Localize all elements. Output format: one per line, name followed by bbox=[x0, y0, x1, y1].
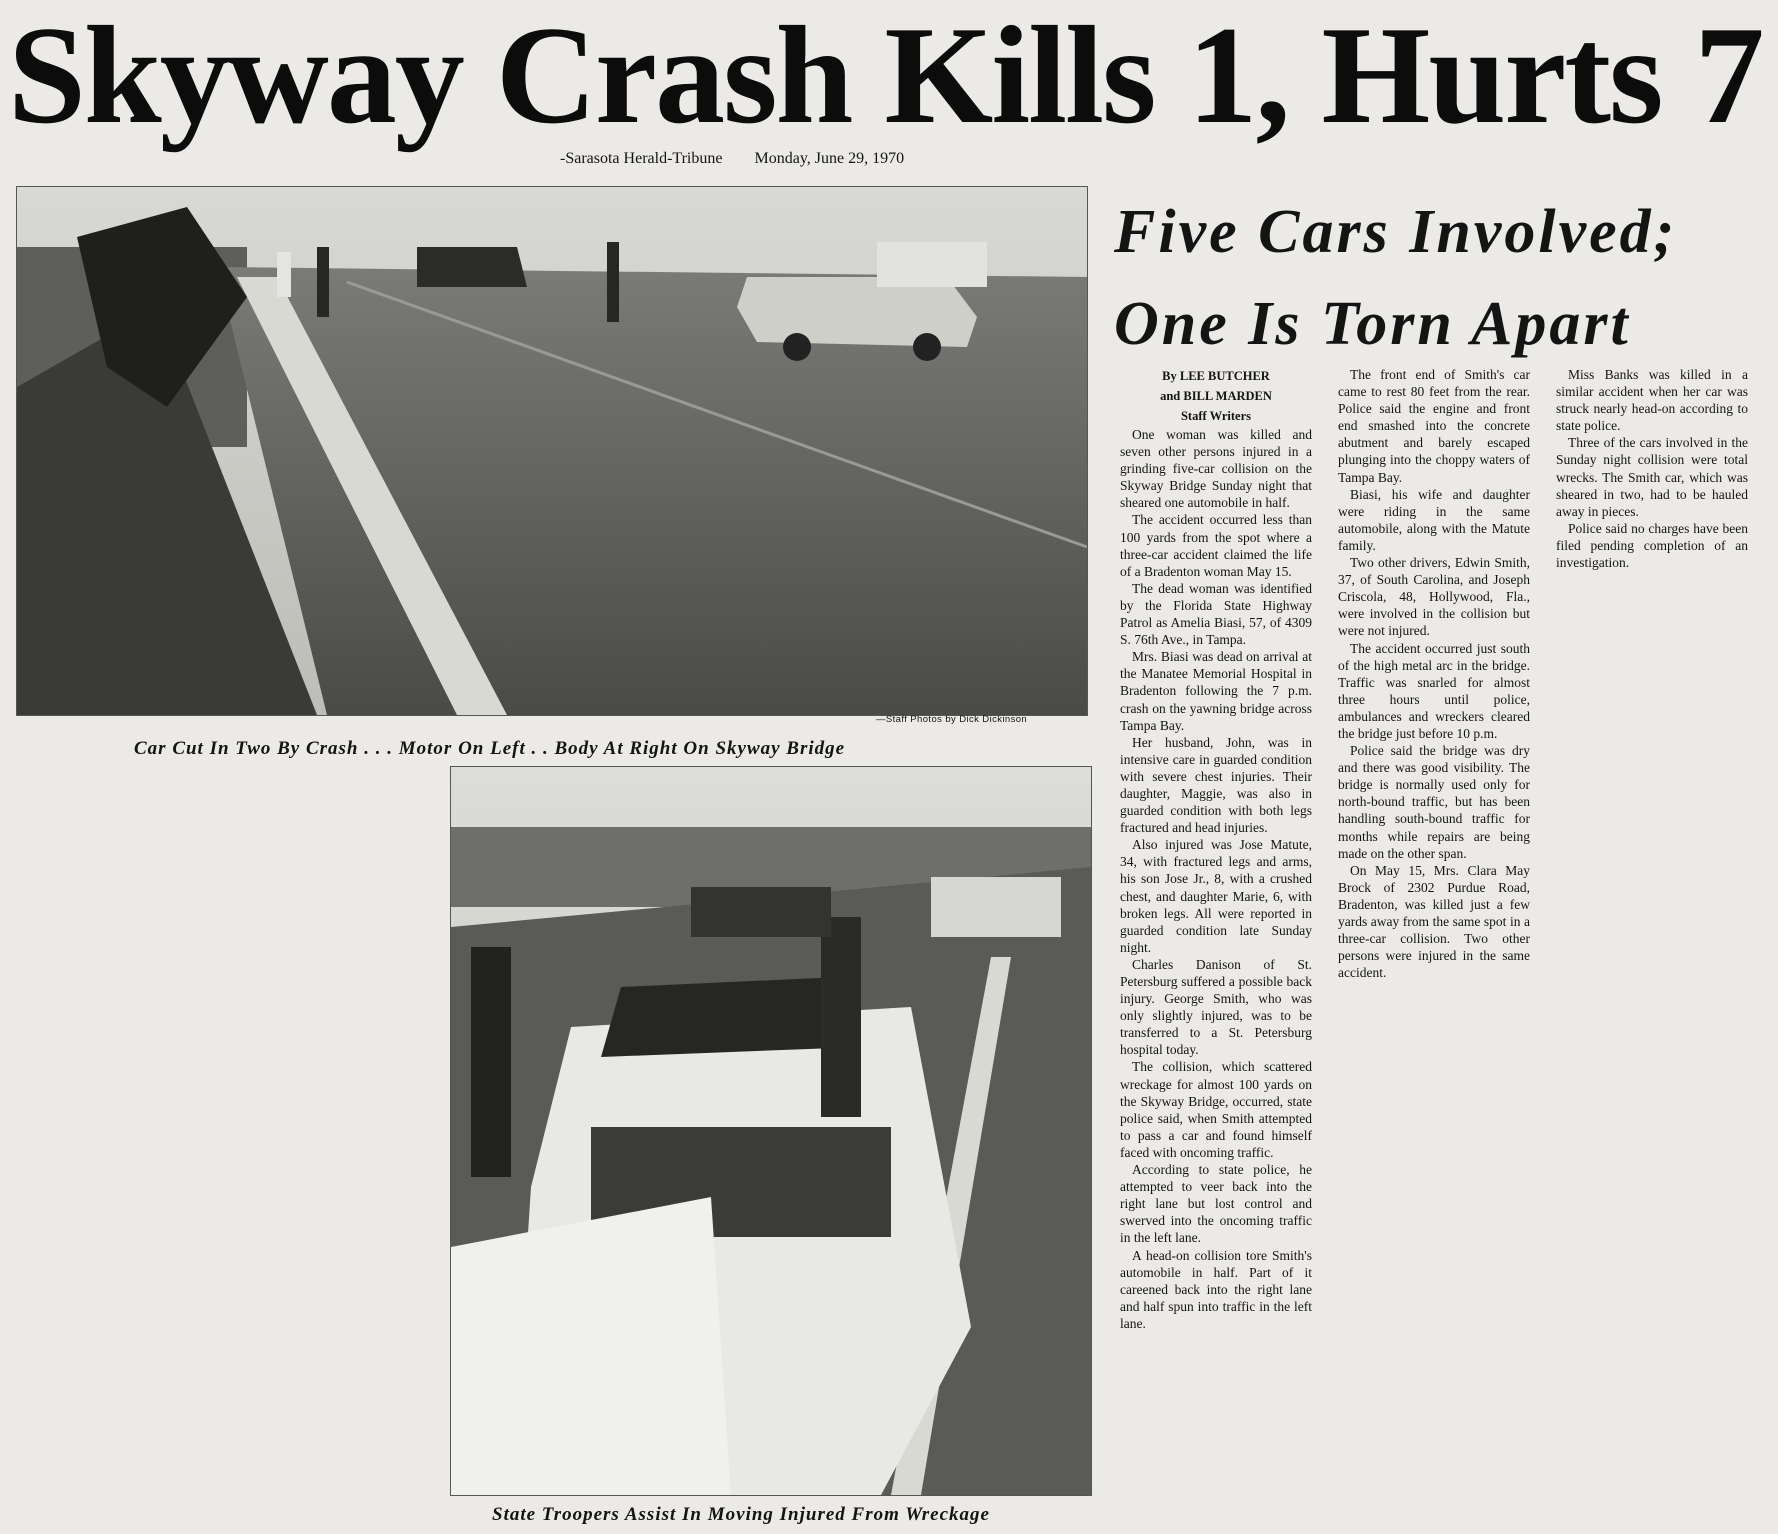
paragraph: A head-on collision tore Smith's automobile in half. Part of it careened back into the right lane and half spun into traffic in the left lane. bbox=[1120, 1247, 1312, 1331]
dateline bbox=[560, 150, 932, 168]
paragraph: Mrs. Biasi was dead on arrival at the Manatee Memorial Hospital in Bradenton following the 7 p.m. crash on the yawning bridge across Tampa Bay. bbox=[1120, 649, 1312, 733]
paragraph: The collision, which scattered wreckage for almost 100 yards on the Skyway Bridge, occurred, state police said, when Smith attempted to pass a car and found himself faced with oncoming traffic. bbox=[1120, 1059, 1312, 1160]
headline: Skyway Crash Kills 1, Hurts 7 bbox=[8, 0, 1763, 153]
paragraph: According to state police, he attempted to veer back into the right lane but lost control and swerved into the oncoming traffic in the left lane. bbox=[1120, 1162, 1312, 1246]
photo1-caption: Car Cut In Two By Crash . . . Motor On Left . . Body At Right On Skyway Bridge bbox=[134, 738, 846, 759]
paragraph: The front end of Smith's car came to rest 80 feet from the rear. Police said the engine and front end smashed into the concrete abutment and barely escaped plunging into the choppy waters of Tampa Bay. bbox=[1338, 367, 1530, 485]
paragraph: Biasi, his wife and daughter were riding in the same automobile, along with the Matute family. bbox=[1338, 486, 1530, 553]
paragraph: Also injured was Jose Matute, 34, with fractured legs and arms, his son Jose Jr., 8, with a crushed chest, and daughter Marie, 6, with broken legs. All were reported in guarded condition late Sunday night. bbox=[1120, 837, 1312, 955]
paragraph: Police said the bridge was dry and there was good visibility. The bridge is normally used only for north-bound traffic, but has been handling south-bound traffic for months while repairs are being made on the other span. bbox=[1338, 743, 1530, 861]
paragraph: Three of the cars involved in the Sunday night collision were total wrecks. The Smith car, which was sheared in two, had to be hauled away in pieces. bbox=[1556, 435, 1748, 519]
byline-line-2: and BILL MARDEN bbox=[1160, 389, 1272, 403]
article-column-3 bbox=[1556, 366, 1748, 571]
dateline-source: -Sarasota Herald-Tribune bbox=[560, 150, 723, 167]
subhead bbox=[1114, 186, 1764, 370]
paragraph: On May 15, Mrs. Clara May Brock of 2302 Purdue Road, Bradenton, was killed just a few yards away from the same spot in a three-car collision. Two other persons were injured in the same accident. bbox=[1338, 862, 1530, 981]
photo-troopers-wreckage bbox=[450, 766, 1092, 1496]
paragraph: Two other drivers, Edwin Smith, 37, of South Carolina, and Joseph Criscola, 48, Hollywood, Fla., were involved in the collision but were not injured. bbox=[1338, 555, 1530, 639]
paragraph: Miss Banks was killed in a similar accident when her car was struck nearly head-on according to state police. bbox=[1556, 367, 1748, 434]
subhead-line-2: One Is Torn Apart bbox=[1114, 290, 1631, 358]
paragraph: One woman was killed and seven other persons injured in a grinding five-car collision on the Skyway Bridge Sunday night that sheared one automobile in half. bbox=[1120, 427, 1312, 511]
photo-credit: —Staff Photos by Dick Dickinson bbox=[876, 714, 1028, 725]
photo-car-cut-in-two bbox=[16, 186, 1088, 716]
paragraph: The accident occurred just south of the high metal arc in the bridge. Traffic was snarled for almost three hours until police, ambulances and wreckers cleared the bridge just before 10 p.m. bbox=[1338, 640, 1530, 741]
paragraph: Her husband, John, was in intensive care in guarded condition with severe chest injuries. Their daughter, Maggie, was also in guarded condition with both legs fractured and head injuries. bbox=[1120, 734, 1312, 836]
article-column-1 bbox=[1120, 366, 1312, 1332]
paragraph: Police said no charges have been filed pending completion of an investigation. bbox=[1556, 520, 1748, 571]
paragraph: Charles Danison of St. Petersburg suffered a possible back injury. George Smith, who was only slightly injured, was to be transferred to a St. Petersburg hospital today. bbox=[1120, 956, 1312, 1058]
paragraph: The accident occurred less than 100 yards from the spot where a three-car accident claimed the life of a Bradenton woman May 15. bbox=[1120, 512, 1312, 579]
photo2-caption: State Troopers Assist In Moving Injured From Wreckage bbox=[492, 1504, 990, 1525]
paragraph: The dead woman was identified by the Florida State Highway Patrol as Amelia Biasi, 57, of 4309 S. 76th Ave., in Tampa. bbox=[1120, 580, 1312, 648]
byline bbox=[1120, 366, 1312, 426]
article-column-2 bbox=[1338, 366, 1530, 981]
byline-line-1: By LEE BUTCHER bbox=[1162, 369, 1270, 383]
subhead-line-1: Five Cars Involved; bbox=[1114, 198, 1678, 266]
dateline-date: Monday, June 29, 1970 bbox=[754, 150, 905, 167]
byline-line-3: Staff Writers bbox=[1180, 409, 1251, 423]
